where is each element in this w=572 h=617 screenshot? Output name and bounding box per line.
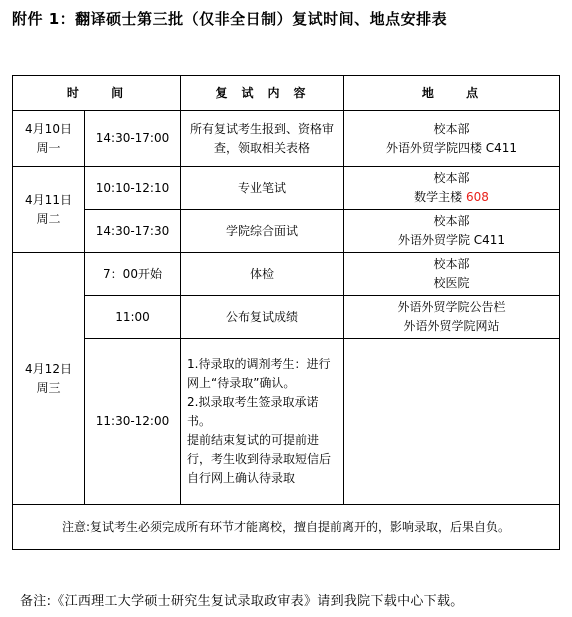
place-line: 校本部 (433, 171, 470, 185)
content-line: 2.拟录取考生签录取承诺书。 (187, 395, 319, 428)
date-cell (13, 253, 85, 505)
content-cell: 所有复试考生报到、资格审查，领取相关表格 (181, 111, 344, 167)
date-text: 4月11日 (25, 192, 72, 207)
content-cell: 体检 (181, 253, 344, 296)
place-line: 外语外贸学院 C411 (397, 233, 506, 247)
header-time: 时 间 (13, 76, 181, 111)
content-line: 1.待录取的调剂考生：进行网上“待录取”确认。 (187, 357, 331, 390)
weekday-text: 周一 (36, 140, 61, 155)
time-cell: 14:30-17:30 (85, 210, 181, 253)
content-cell: 学院综合面试 (181, 210, 344, 253)
schedule-table (12, 75, 560, 550)
place-line: 外语外贸学院四楼 C411 (385, 140, 518, 155)
place-building: 数学主楼 (414, 190, 466, 204)
place-cell (344, 296, 560, 339)
weekday-text: 周二 (36, 211, 61, 226)
place-line (347, 188, 556, 207)
weekday-text: 周三 (36, 380, 61, 395)
time-cell: 7：00开始 (85, 253, 181, 296)
table-row (13, 210, 560, 253)
table-row (13, 253, 560, 296)
place-cell (344, 167, 560, 210)
footer-note: 备注:《江西理工大学硕士研究生复试录取政审表》请到我院下载中心下载。 (20, 594, 464, 609)
header-content: 复试内容 (181, 76, 344, 111)
table-row (13, 111, 560, 167)
time-cell: 14:30-17:00 (85, 111, 181, 167)
time-cell: 11:30-12:00 (85, 339, 181, 505)
place-line: 外语外贸学院公告栏 (397, 300, 506, 314)
content-cell: 公布复试成绩 (181, 296, 344, 339)
time-cell: 10:10-12:10 (85, 167, 181, 210)
place-line: 外语外贸学院网站 (403, 319, 500, 333)
header-place: 地 点 (344, 76, 560, 111)
place-cell (344, 210, 560, 253)
note-text: 注意:复试考生必须完成所有环节才能离校，擅自提前离开的，影响录取，后果自负。 (13, 505, 560, 550)
table-row (13, 339, 560, 505)
place-line: 校本部 (433, 214, 470, 228)
date-cell (13, 167, 85, 253)
place-cell (344, 111, 560, 167)
place-line: 校医院 (433, 276, 470, 290)
content-cell: 专业笔试 (181, 167, 344, 210)
table-header-row (13, 76, 560, 111)
time-cell: 11:00 (85, 296, 181, 339)
table-row (13, 167, 560, 210)
page-title: 附件 1：翻译硕士第三批（仅非全日制）复试时间、地点安排表 (12, 10, 448, 28)
date-cell (13, 111, 85, 167)
note-row (13, 505, 560, 550)
place-line: 校本部 (433, 121, 470, 136)
date-text: 4月10日 (25, 121, 72, 136)
place-line: 校本部 (433, 257, 470, 271)
content-cell (181, 339, 344, 505)
date-text: 4月12日 (25, 361, 72, 376)
place-cell (344, 339, 560, 505)
table-row (13, 296, 560, 339)
place-cell (344, 253, 560, 296)
content-line: 提前结束复试的可提前进行，考生收到待录取短信后自行网上确认待录取 (187, 433, 332, 485)
room-number: 608 (465, 190, 489, 204)
